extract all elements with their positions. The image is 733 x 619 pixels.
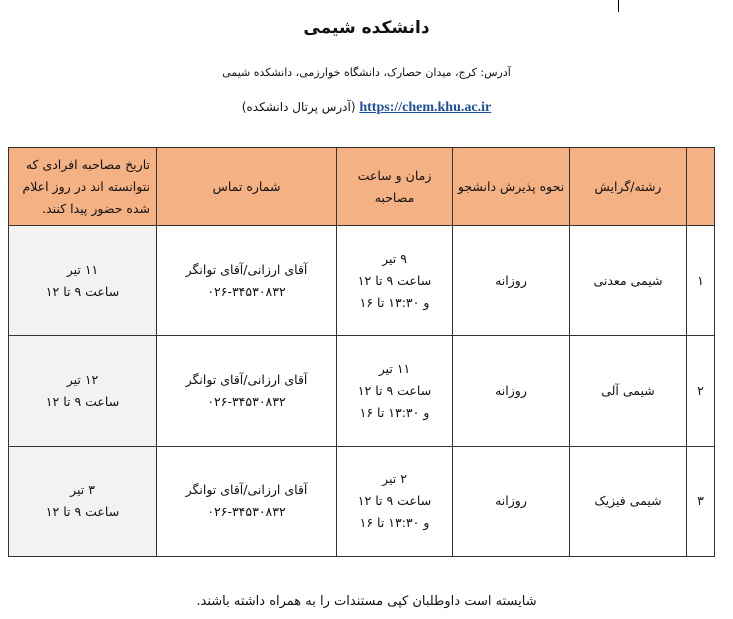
header-num: [687, 148, 715, 226]
interview-afternoon: و ۱۳:۳۰ تا ۱۶: [359, 294, 430, 310]
interview-morning: ساعت ۹ تا ۱۲: [357, 272, 432, 288]
interview-schedule-table: [8, 147, 715, 557]
absent-time: ساعت ۹ تا ۱۲: [45, 283, 120, 299]
header-admission: نحوه پذیرش دانشجو: [453, 148, 570, 226]
table-header-row: [9, 148, 715, 226]
row-absent-date: [9, 336, 157, 446]
row-admission: روزانه: [453, 446, 570, 556]
row-contact: [157, 336, 337, 446]
interview-day: ۲ تیر: [382, 471, 407, 487]
row-interview: [337, 446, 453, 556]
interview-afternoon: و ۱۳:۳۰ تا ۱۶: [359, 404, 430, 420]
row-field: شیمی آلی: [570, 336, 687, 446]
contact-phone: ۰۲۶-۳۴۵۳۰۸۳۲: [207, 283, 286, 299]
table-row: [9, 336, 715, 446]
absent-day: ۱۱ تیر: [66, 261, 99, 277]
absent-day: ۱۲ تیر: [66, 371, 99, 387]
header-absent-date: تاریخ مصاحبه افرادی که نتوانسته اند در روز اعلام شده حضور پیدا کنند.: [9, 148, 157, 226]
page-title: دانشکده شیمی: [303, 18, 430, 38]
interview-morning: ساعت ۹ تا ۱۲: [357, 382, 432, 398]
row-absent-date: [9, 446, 157, 556]
row-contact: [157, 446, 337, 556]
table-row: [9, 226, 715, 336]
row-num: ۲: [687, 336, 715, 446]
header-contact: شماره تماس: [157, 148, 337, 226]
contact-phone: ۰۲۶-۳۴۵۳۰۸۳۲: [207, 393, 286, 409]
contact-phone: ۰۲۶-۳۴۵۳۰۸۳۲: [207, 504, 286, 520]
text-cursor: [618, 0, 619, 12]
header-interview: زمان و ساعت مصاحبه: [337, 148, 453, 226]
row-num: ۳: [687, 446, 715, 556]
interview-day: ۱۱ تیر: [378, 360, 411, 376]
portal-line: [0, 100, 733, 116]
contact-names: آقای ارزانی/آقای توانگر: [185, 482, 308, 498]
row-interview: [337, 336, 453, 446]
absent-time: ساعت ۹ تا ۱۲: [45, 393, 120, 409]
table-row: [9, 446, 715, 556]
row-num: ۱: [687, 226, 715, 336]
interview-day: ۹ تیر: [382, 250, 407, 266]
row-admission: روزانه: [453, 226, 570, 336]
absent-time: ساعت ۹ تا ۱۲: [45, 504, 120, 520]
row-admission: روزانه: [453, 336, 570, 446]
interview-afternoon: و ۱۳:۳۰ تا ۱۶: [359, 515, 430, 531]
absent-day: ۳ تیر: [70, 482, 95, 498]
row-field: شیمی فیزیک: [570, 446, 687, 556]
interview-morning: ساعت ۹ تا ۱۲: [357, 493, 432, 509]
portal-link[interactable]: https://chem.khu.ac.ir: [359, 100, 492, 115]
row-field: شیمی معدنی: [570, 226, 687, 336]
header-field: رشته/گرایش: [570, 148, 687, 226]
address-line: آدرس: کرج، میدان حصارک، دانشگاه خوارزمی، دانشکده شیمی: [222, 66, 511, 79]
footer-note: شایسته است داوطلبان کپی مستندات را به همراه داشته باشند.: [196, 594, 537, 609]
portal-label: (آدرس پرتال دانشکده): [241, 100, 356, 114]
contact-names: آقای ارزانی/آقای توانگر: [185, 371, 308, 387]
row-contact: [157, 226, 337, 336]
row-interview: [337, 226, 453, 336]
contact-names: آقای ارزانی/آقای توانگر: [185, 261, 308, 277]
row-absent-date: [9, 226, 157, 336]
